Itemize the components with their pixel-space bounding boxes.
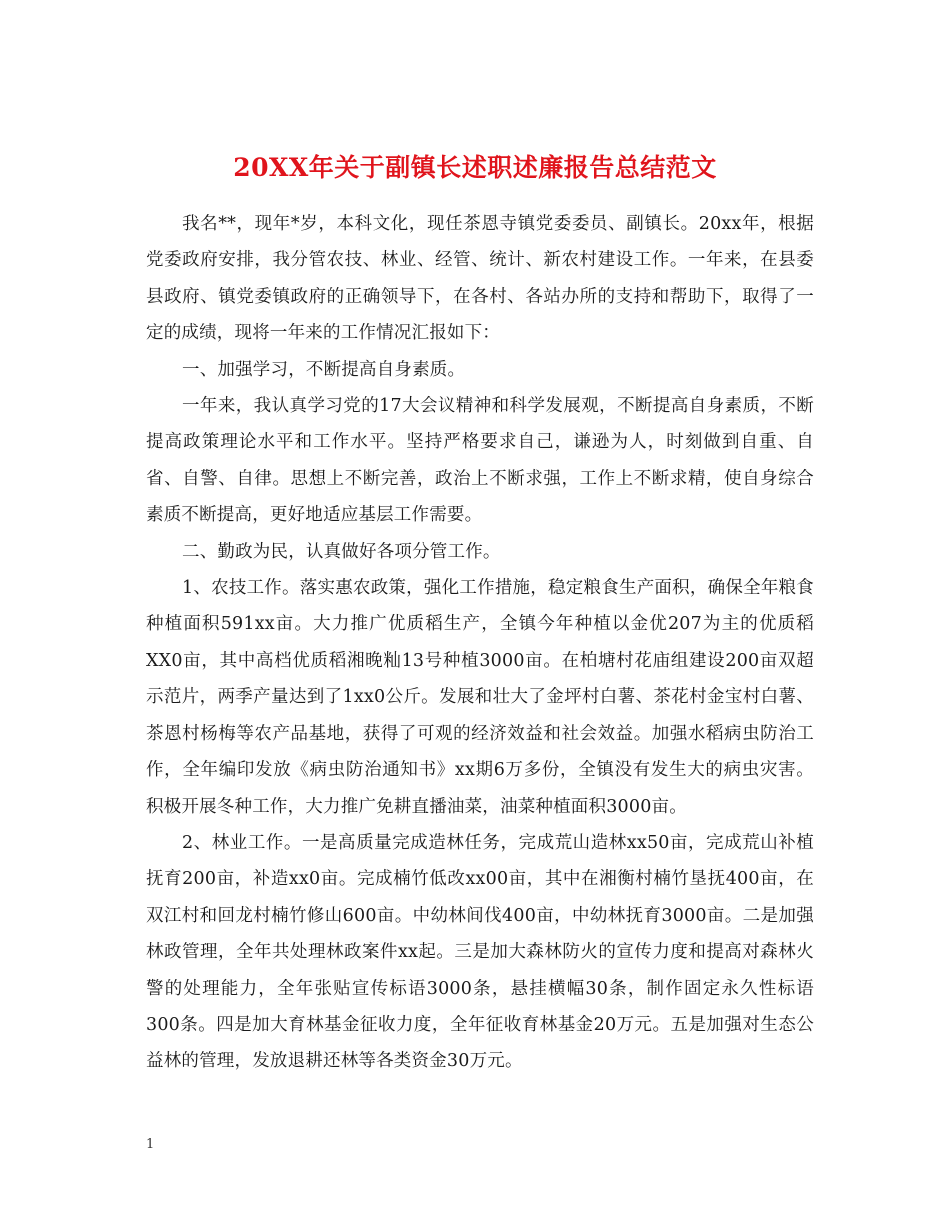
paragraph-forestry: 2、林业工作。一是高质量完成造林任务，完成荒山造林xx50亩，完成荒山补植抚育200亩，补造xx0亩。完成楠竹低改xx00亩，其中在湘衡村楠竹垦抚400亩，在双江村和回龙村楠竹修山600亩。中幼林间伐400亩，中幼林抚育3000亩。二是加强林政管理，全年共处理林政案件xx起。三是加大森林防火的宣传力度和提高对森林火警的处理能力，全年张贴宣传标语3000条，悬挂横幅30条，制作固定永久性标语300条。四是加大育林基金征收力度，全年征收育林基金20万元。五是加强对生态公益林的管理，发放退耕还林等各类资金30万元。 [146,832,814,1072]
section-heading-1: 一、加强学习，不断提高自身素质。 [182,359,466,380]
document-body [146,206,814,1080]
paragraph-intro: 我名**，现年*岁，本科文化，现任茶恩寺镇党委委员、副镇长。20xx年，根据党委政府安排，我分管农技、林业、经管、统计、新农村建设工作。一年来，在县委县政府、镇党委镇政府的正确领导下，在各村、各站办所的支持和帮助下，取得了一定的成绩，现将一年来的工作情况汇报如下： [146,214,814,344]
paragraph-agriculture: 1、农技工作。落实惠农政策，强化工作措施，稳定粮食生产面积，确保全年粮食种植面积591xx亩。大力推广优质稻生产，全镇今年种植以金优207为主的优质稻XX0亩，其中高档优质稻湘晚籼13号种植3000亩。在柏塘村花庙组建设200亩双超示范片，两季产量达到了1xx0公斤。发展和壮大了金坪村白薯、茶花村金宝村白薯、茶恩村杨梅等农产品基地，获得了可观的经济效益和社会效益。加强水稻病虫防治工作，全年编印发放《病虫防治通知书》xx期6万多份，全镇没有发生大的病虫灾害。积极开展冬种工作，大力推广免耕直播油菜，油菜种植面积3000亩。 [146,578,814,817]
paragraph-study: 一年来，我认真学习党的17大会议精神和科学发展观，不断提高自身素质，不断提高政策理论水平和工作水平。坚持严格要求自己，谦逊为人，时刻做到自重、自省、自警、自律。思想上不断完善，政治上不断求强，工作上不断求精，使自身综合素质不断提高，更好地适应基层工作需要。 [146,396,814,526]
page-number: 1 [146,1137,155,1152]
section-heading-2: 二、勤政为民，认真做好各项分管工作。 [182,541,501,562]
document-title: 20XX年关于副镇长述职述廉报告总结范文 [233,152,717,182]
